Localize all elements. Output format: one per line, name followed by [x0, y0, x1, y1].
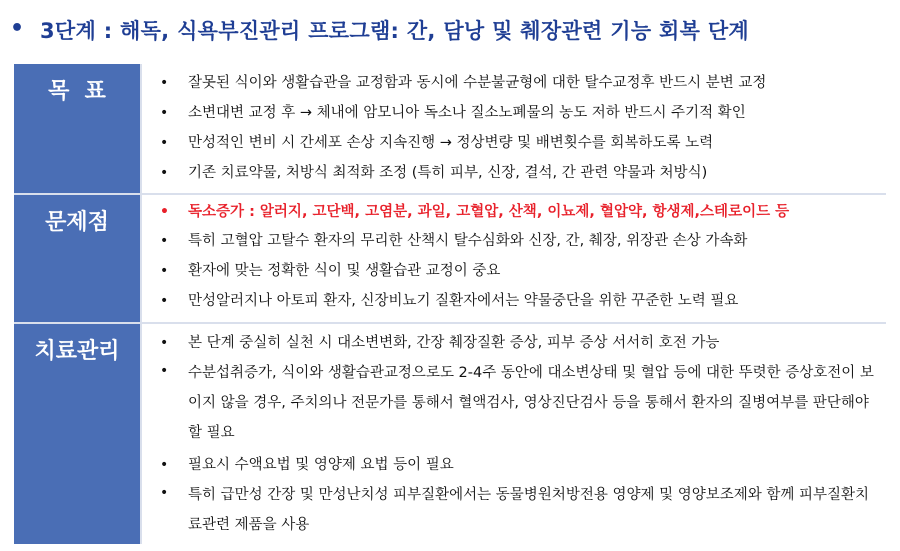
goal-label-cell: [14, 64, 140, 193]
treatment-content: [142, 324, 886, 544]
bullet: •: [160, 263, 169, 279]
item-text: 기존 치료약물, 처방식 최적화 조정 (특히 피부, 신장, 결석, 간 관련 약물과 처방식): [188, 165, 708, 181]
bullet: •: [160, 233, 169, 249]
item-text: 본 단계 중실히 실천 시 대소변변화, 간장 췌장질환 증상, 피부 증상 서서히 호전 가능: [188, 335, 720, 351]
item-text: 잘못된 식이와 생활습관을 교정함과 동시에 수분불균형에 대한 탈수교정후 반드시 분변 교정: [188, 75, 767, 91]
treatment-row: [14, 324, 886, 544]
bullet: •: [160, 335, 169, 351]
title-bullet: •: [10, 16, 25, 41]
bullet: •: [160, 105, 169, 121]
treatment-label-cell: [14, 324, 140, 544]
goal-label: 목 표: [48, 79, 106, 104]
bullet: •: [160, 165, 169, 181]
treatment-label: 치료관리: [34, 339, 120, 364]
item-text: 특히 고혈압 고탈수 환자의 무리한 산책시 탈수심화와 신장, 간, 췌장, 위장관 손상 가속화: [188, 233, 748, 249]
bullet: •: [160, 135, 169, 151]
bullet: •: [160, 293, 169, 309]
bullet: •: [160, 485, 169, 501]
item-text: 소변대변 교정 후 → 체내에 암모니아 독소나 질소노폐물의 농도 저하 반드시 주기적 확인: [188, 105, 746, 121]
item-text: 수분섭취증가, 식이와 생활습관교정으로도 2-4주 동안에 대소변상태 및 혈압 등에 대한 뚜렷한 증상호전이 보이지 않을 경우, 주치의나 전문가를 통해서 혈액검사, 영상진단검사 등을 통해서 환자의 질병여부를 판단해야 할 필요: [188, 365, 874, 441]
item-text: 만성적인 변비 시 간세포 손상 지속진행 → 정상변량 및 배변횟수를 회복하도록 노력: [188, 135, 714, 151]
item-text: 환자에 맞는 정확한 식이 및 생활습관 교정이 중요: [188, 263, 501, 279]
bullet: •: [160, 457, 169, 473]
item-text: 만성알러지나 아토피 환자, 신장비뇨기 질환자에서는 약물중단을 위한 꾸준한 노력 필요: [188, 293, 739, 309]
title-text: 3단계 : 해독, 식욕부진관리 프로그램: 간, 담낭 및 췌장관련 기능 회복 단계: [40, 19, 749, 43]
slide-title: [0, 0, 900, 62]
goal-content: [142, 64, 886, 193]
problem-content: [142, 195, 886, 322]
problem-label: 문제점: [45, 210, 109, 235]
bullet: •: [160, 363, 169, 379]
problem-row: [14, 195, 886, 322]
goal-row: [14, 64, 886, 193]
problem-label-cell: [14, 195, 140, 322]
item-text: 필요시 수액요법 및 영양제 요법 등이 필요: [188, 457, 454, 473]
bullet: •: [160, 75, 169, 91]
bullet: •: [160, 204, 169, 220]
item-text: 독소증가 : 알러지, 고단백, 고염분, 과일, 고혈압, 산책, 이뇨제, 혈압약, 항생제,스테로이드 등: [188, 204, 790, 220]
content-table: [14, 64, 886, 544]
item-text: 특히 급만성 간장 및 만성난치성 피부질환에서는 동물병원처방전용 영양제 및 영양보조제와 함께 피부질환치료관련 제품을 사용: [188, 487, 870, 533]
